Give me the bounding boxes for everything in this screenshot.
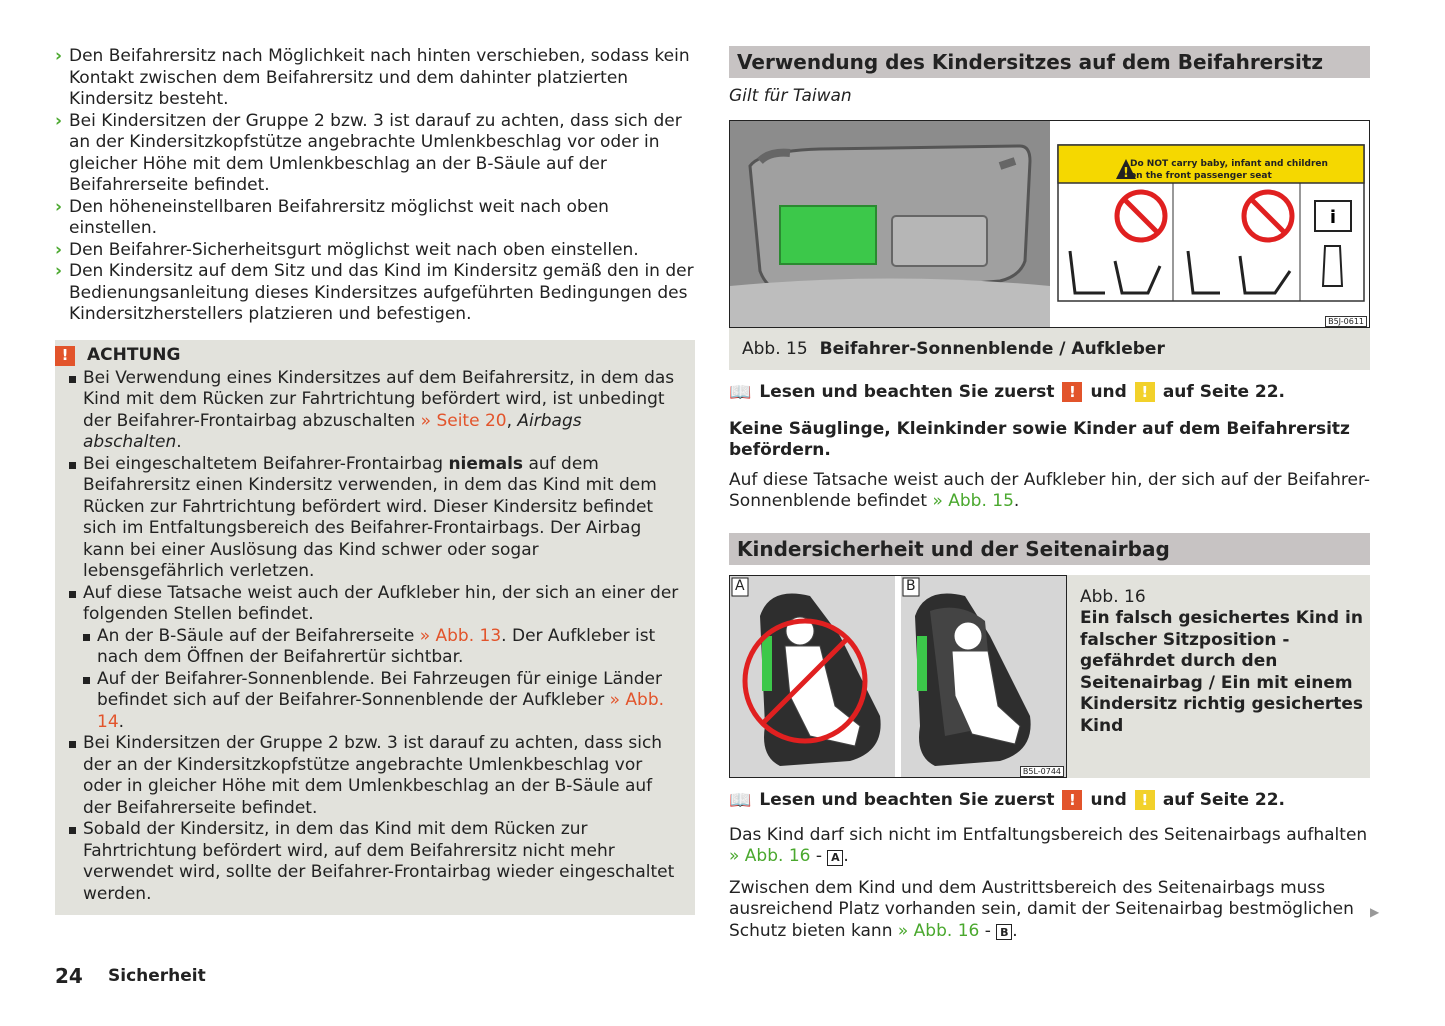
read-first-note: 📖 Lesen und beachten Sie zuerst ! und ! auf Seite 22. [729,381,1286,403]
figure-part-label: A [827,850,843,866]
list-item: › Den Beifahrer-Sicherheitsgurt möglichst weit nach oben einstellen. [55,239,639,260]
book-icon: 📖 [729,381,752,403]
right-column [729,46,1370,942]
warning-icon: ! [55,346,75,366]
warning-item: Bei Kindersitzen der Gruppe 2 bzw. 3 ist darauf zu achten, dass sich der an der Kindersitzkopfstütze angebrachte Umlenkbeschlag vor oder in gleicher Höhe mit dem Umlenkbeschlag an der B-Säule auf der Beifahrerseite befindet. [69,733,681,819]
child-seat-illustration [730,576,1066,777]
warning-item: Bei Verwendung eines Kindersitzes auf dem Beifahrersitz, in dem das Kind mit dem Rücken zur Fahrtrichtung befördert wird, ist unbedingt der Beifahrer-Frontairbag abzuschalten » Seite 20, Airbags abschalten. [69,368,681,454]
page-link[interactable]: » Seite 20 [420,410,507,431]
list-item: › Bei Kindersitzen der Gruppe 2 bzw. 3 ist darauf zu achten, dass sich der an der Kindersitzkopfstütze angebrachte Umlenkbeschlag vor oder in gleicher Höhe mit dem Umlenkbeschlag an der B-Säule auf der Beifahrerseite befindet. [55,110,682,195]
figure-label-a: A [735,577,745,594]
sticker-text: Do NOT carry baby, infant and children on the front passenger seat [1130,158,1328,181]
chevron-right-icon: › [55,110,63,131]
svg-text:!: ! [1123,165,1129,181]
book-icon: 📖 [729,789,752,811]
warning-subitem: An der B-Säule auf der Beifahrerseite » Abb. 13. Der Aufkleber ist nach dem Öffnen der Beifahrertür sichtbar. [83,626,681,669]
figure-16 [729,575,1370,778]
caution-icon: ! [1135,790,1155,810]
warning-icon: ! [1062,382,1082,402]
figure-label-b: B [906,577,916,594]
bold-instruction: Keine Säuglinge, Kleinkinder sowie Kinder auf dem Beifahrersitz befördern. [729,418,1350,460]
list-item: › Den höheneinstellbaren Beifahrersitz möglichst weit nach oben einstellen. [55,196,609,238]
figure-link[interactable]: » Abb. 13 [419,625,502,646]
figure-16-caption: Abb. 16 Ein falsch gesichertes Kind in falscher Sitzposition - gefährdet durch den Seitenairbag / Ein mit einem Kindersitz richtig gesichertes Kind [1080,586,1364,736]
section-title: Kindersicherheit und der Seitenairbag [729,533,1370,565]
figure-link[interactable]: » Abb. 15 [932,491,1014,511]
svg-text:i: i [1329,206,1337,228]
section-title: Verwendung des Kindersitzes auf dem Beifahrersitz [729,46,1370,78]
figure-16-image [729,575,1067,778]
figure-link[interactable]: » Abb. 16 [897,920,980,941]
figure-15-image [729,120,1370,328]
continue-arrow-icon: ▶ [1370,905,1380,919]
warning-item: Sobald der Kindersitz, in dem das Kind mit dem Rücken zur Fahrtrichtung befördert wird, auf dem Beifahrersitz nicht mehr verwendet wird, sollte der Beifahrer-Frontairbag wieder eingeschaltet werden. [69,819,681,905]
page-number: 24 [55,964,83,988]
warning-icon: ! [1062,790,1082,810]
sun-visor-illustration [730,121,1369,327]
footer-section: Sicherheit [108,966,206,986]
chevron-right-icon: › [55,239,63,260]
list-item: › Den Kindersitz auf dem Sitz und das Kind im Kindersitz gemäß den in der Bedienungsanleitung dieses Kindersitzes aufgeführten Bedingungen des Kindersitzherstellers platzieren und befestigen. [55,261,694,324]
warning-item: Auf diese Tatsache weist auch der Aufkleber hin, der sich an einer der folgenden Stellen befindet. [69,583,681,626]
paragraph: Das Kind darf sich nicht im Entfaltungsbereich des Seitenairbags aufhalten » Abb. 16 - A . [729,824,1368,866]
figure-link[interactable]: » Abb. 16 [729,846,811,866]
caution-icon: ! [1135,382,1155,402]
warning-item: Bei eingeschaltetem Beifahrer-Frontairbag niemals auf dem Beifahrersitz einen Kindersitz verwenden, in dem das Kind mit dem Rücken zur Fahrtrichtung befördert wird. Dieser Kindersitz befindet sich im Entfaltungsbereich des Beifahrer-Frontairbags. Der Airbag kann bei einer Auslösung das Kind schwer oder sogar lebensgefährlich verletzen. [69,454,681,583]
warning-box [55,340,695,916]
warning-header: ! ACHTUNG [55,344,681,368]
applicability-note: Gilt für Taiwan [729,86,852,106]
figure-link[interactable]: » Abb. 14 [97,690,665,732]
left-column [55,46,695,915]
list-item: › Den Beifahrersitz nach Möglichkeit nach hinten verschieben, sodass kein Kontakt zwischen dem Beifahrersitz und dem dahinter platzierten Kindersitz besteht. [55,46,690,109]
chevron-right-icon: › [55,196,63,217]
read-first-note: 📖 Lesen und beachten Sie zuerst ! und ! auf Seite 22. [729,789,1286,811]
chevron-right-icon: › [55,261,63,281]
figure-part-label: B [996,924,1012,940]
chevron-right-icon: › [55,46,63,66]
figure-code: B5L-0744 [1020,766,1064,777]
figure-15 [729,120,1370,370]
figure-code: B5J-0611 [1325,316,1367,327]
paragraph: Zwischen dem Kind und dem Austrittsbereich des Seitenairbags muss ausreichend Platz vorhanden sein, damit der Seitenairbag bestmöglichen Schutz bieten kann » Abb. 16 - B . [729,877,1354,941]
warning-subitem: Auf der Beifahrer-Sonnenblende. Bei Fahrzeugen für einige Länder befindet sich auf der Beifahrer-Sonnenblende der Aufkleber » Abb. 14. [83,669,681,734]
paragraph: Auf diese Tatsache weist auch der Aufkleber hin, der sich auf der Beifahrer-Sonnenblende befindet » Abb. 15. [729,469,1371,511]
figure-15-caption: Abb. 15 Beifahrer-Sonnenblende / Aufkleber [742,338,1165,359]
